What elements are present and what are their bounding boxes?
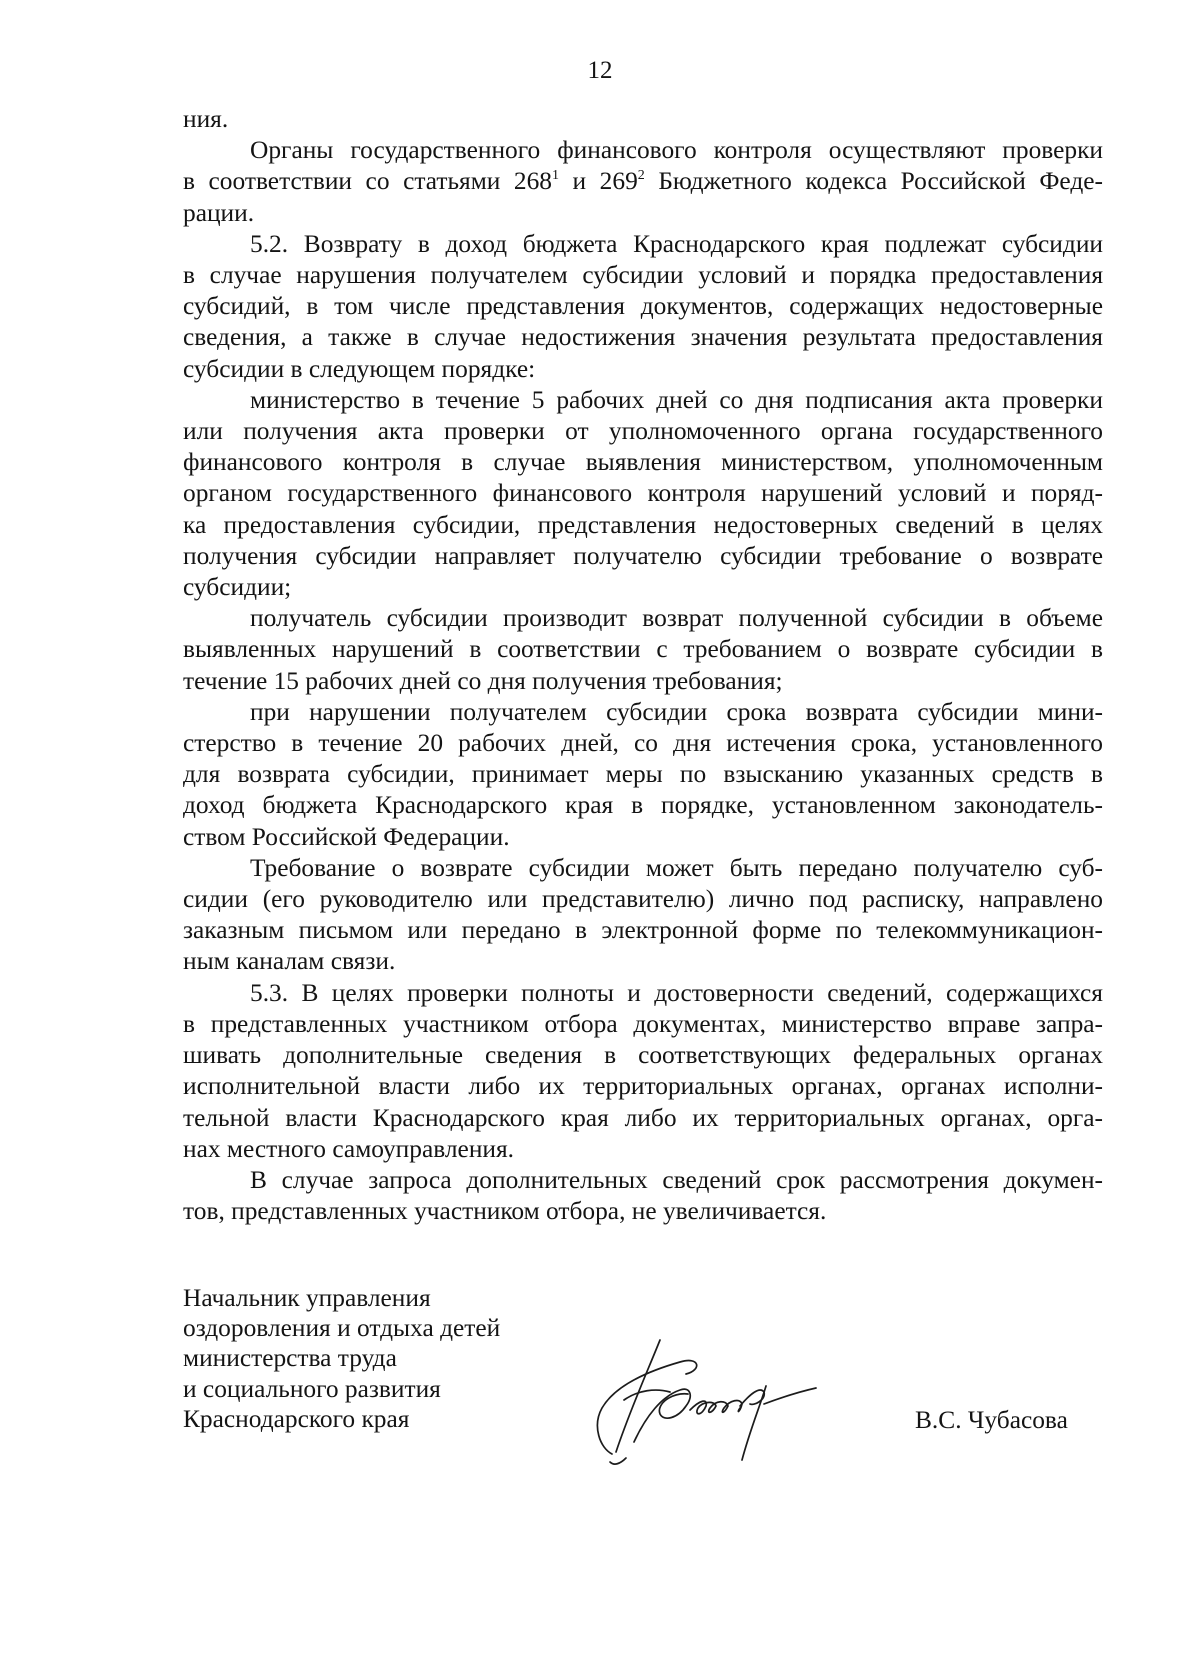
text-line: тельной власти Краснодарского края либо их территориальных органах, орга- — [183, 1103, 1103, 1132]
text-line: министерство в течение 5 рабочих дней со дня подписания акта проверки — [250, 385, 1103, 414]
text-line: шивать дополнительные сведения в соответствующих федеральных органах — [183, 1041, 1103, 1070]
text-line: выявленных нарушений в соответствии с требованием о возврате субсидии в — [183, 635, 1103, 664]
text-line: ка предоставления субсидии, представления недостоверных сведений в целях — [183, 510, 1103, 539]
text-fragment: Бюджетного кодекса Российской Феде- — [644, 167, 1104, 196]
text-line: 5.3. В целях проверки полноты и достоверности сведений, содержащихся — [250, 978, 1103, 1007]
text-line: получения субсидии направляет получателю субсидии требование о возврате — [183, 541, 1103, 570]
text-line: исполнительной власти либо их территориальных органах, органах исполни- — [183, 1072, 1103, 1101]
document-body — [183, 104, 1103, 1227]
handwritten-signature — [590, 1330, 830, 1470]
signer-name: В.С. Чубасова — [915, 1406, 1068, 1434]
paragraph-recipient-refund — [183, 603, 1103, 697]
text-line: сведения, а также в случае недостижения значения результата предоставления — [183, 323, 1103, 352]
text-line: ным каналам связи. — [183, 947, 396, 976]
superscript: 1 — [552, 168, 559, 184]
signer-position — [183, 1283, 613, 1434]
page-number: 12 — [587, 57, 613, 84]
paragraph-review-period — [183, 1165, 1103, 1227]
text-line: Требование о возврате субсидии может быть передано получателю суб- — [250, 853, 1103, 882]
text-line: Органы государственного финансового контроля осуществляют проверки — [250, 136, 1103, 165]
text-line: финансового контроля в случае выявления министерством, уполномоченным — [183, 448, 1103, 477]
text-line: 5.2. Возврату в доход бюджета Краснодарского края подлежат субсидии — [250, 229, 1103, 258]
signer-position-line: Краснодарского края — [183, 1404, 410, 1433]
signer-position-line: оздоровления и отдыха детей — [183, 1314, 501, 1343]
text-line: ством Российской Федерации. — [183, 822, 510, 851]
text-line: течение 15 рабочих дней со дня получения требования; — [183, 666, 783, 695]
text-line: доход бюджета Краснодарского края в порядке, установленном законодатель- — [183, 791, 1103, 820]
text-line: сидии (его руководителю или представителю) лично под расписку, направлено — [183, 885, 1103, 914]
signer-position-line: Начальник управления — [183, 1284, 431, 1312]
text-line: при нарушении получателем субсидии срока возврата субсидии мини- — [250, 697, 1103, 726]
text-fragment: и 269 — [559, 167, 638, 196]
text-line-with-article-refs — [183, 166, 1103, 197]
text-line: получатель субсидии производит возврат полученной субсидии в объеме — [250, 604, 1103, 633]
text-line: стерство в течение 20 рабочих дней, со дня истечения срока, установленного — [183, 729, 1103, 758]
text-line: ния. — [183, 105, 229, 133]
text-line: субсидии; — [183, 573, 292, 602]
text-line: нах местного самоуправления. — [183, 1134, 515, 1163]
paragraph-financial-control — [183, 135, 1103, 229]
text-line: рации. — [183, 198, 255, 227]
text-line: субсидии в следующем порядке: — [183, 354, 536, 383]
text-line: субсидий, в том числе представления документов, содержащих недостоверные — [183, 292, 1103, 321]
paragraph-5-2 — [183, 229, 1103, 385]
text-line: или получения акта проверки от уполномоченного органа государственного — [183, 417, 1103, 446]
text-line: заказным письмом или передано в электронной форме по телекоммуникацион- — [183, 916, 1103, 945]
signer-position-line: министерства труда — [183, 1344, 397, 1373]
text-line: в представленных участником отбора документах, министерство вправе запра- — [183, 1009, 1103, 1038]
text-line: В случае запроса дополнительных сведений срок рассмотрения докумен- — [250, 1165, 1103, 1194]
paragraph-ministry-procedure — [183, 385, 1103, 603]
paragraph-5-3 — [183, 978, 1103, 1165]
text-line: для возврата субсидии, принимает меры по взысканию указанных средств в — [183, 760, 1103, 789]
paragraph-requirement-delivery — [183, 853, 1103, 978]
text-fragment: в соответствии со статьями 268 — [183, 167, 552, 196]
text-line: в случае нарушения получателем субсидии условий и порядка предоставления — [183, 261, 1103, 290]
text-line: тов, представленных участником отбора, не увеличивается. — [183, 1197, 827, 1226]
signer-position-line: и социального развития — [183, 1374, 441, 1403]
text-line: органом государственного финансового контроля нарушений условий и поряд- — [183, 479, 1103, 508]
superscript: 2 — [637, 168, 645, 184]
paragraph-deadline-violation — [183, 697, 1103, 853]
